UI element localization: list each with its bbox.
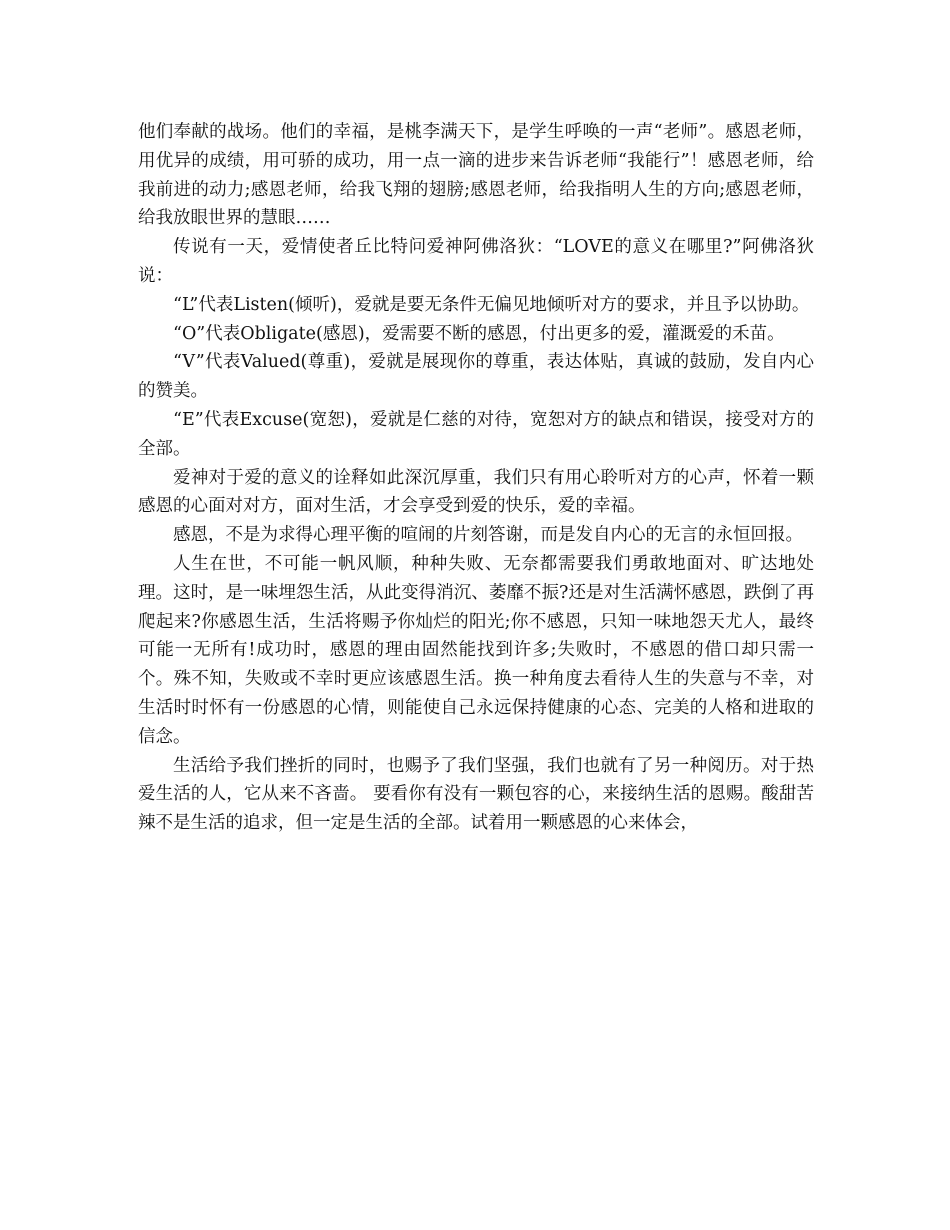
- paragraph-love-e-excuse: “E”代表Excuse(宽恕)，爱就是仁慈的对待，宽恕对方的缺点和错误，接受对方的全部。: [138, 409, 814, 459]
- paragraph-love-meaning: 爱神对于爱的意义的诠释如此深沉厚重，我们只有用心聆听对方的心声，怀着一颗感恩的心面对对方，面对生活，才会享受到爱的快乐，爱的幸福。: [138, 467, 814, 517]
- paragraph-gratitude-definition: 感恩，不是为求得心理平衡的喧闹的片刻答谢，而是发自内心的无言的永恒回报。: [173, 525, 803, 546]
- document-page: [138, 118, 814, 838]
- paragraph-love-o-obligate: “O”代表Obligate(感恩)，爱需要不断的感恩，付出更多的爱，灌溉爱的禾苗。: [173, 323, 785, 344]
- paragraph-love-v-valued: “V”代表Valued(尊重)，爱就是展现你的尊重，表达体贴，真诚的鼓励，发自内心的赞美。: [138, 352, 814, 402]
- paragraph-teacher-gratitude: 他们奉献的战场。他们的幸福，是桃李满天下，是学生呼唤的一声“老师”。感恩老师，用优异的成绩，用可骄的成功，用一点一滴的进步来告诉老师“我能行”！感恩老师，给我前进的动力;感恩老师，给我飞翔的翅膀;感恩老师，给我指明人生的方向;感恩老师，给我放眼世界的慧眼……: [138, 122, 814, 229]
- paragraph-life-gifts: 生活给予我们挫折的同时，也赐予了我们坚强，我们也就有了另一种阅历。对于热爱生活的人，它从来不吝啬。 要看你有没有一颗包容的心，来接纳生活的恩赐。酸甜苦辣不是生活的追求，但一定是生活的全部。试着用一颗感恩的心来体会，: [138, 755, 814, 834]
- paragraph-love-l-listen: “L”代表Listen(倾听)，爱就是要无条件无偏见地倾听对方的要求，并且予以协助。: [173, 294, 810, 315]
- paragraph-cupid-question: 传说有一天，爱情使者丘比特问爱神阿佛洛狄：“LOVE的意义在哪里?”阿佛洛狄说：: [138, 237, 814, 286]
- paragraph-life-adversity: 人生在世，不可能一帆风顺，种种失败、无奈都需要我们勇敢地面对、旷达地处理。这时，是一味埋怨生活，从此变得消沉、萎靡不振?还是对生活满怀感恩，跌倒了再爬起来?你感恩生活，生活将赐予你灿烂的阳光;你不感恩，只知一味地怨天尤人，最终可能一无所有!成功时，感恩的理由固然能找到许多;失败时，不感恩的借口却只需一个。殊不知，失败或不幸时更应该感恩生活。换一种角度去看待人生的失意与不幸，对生活时时怀有一份感恩的心情，则能使自己永远保持健康的心态、完美的人格和进取的信念。: [138, 553, 814, 747]
